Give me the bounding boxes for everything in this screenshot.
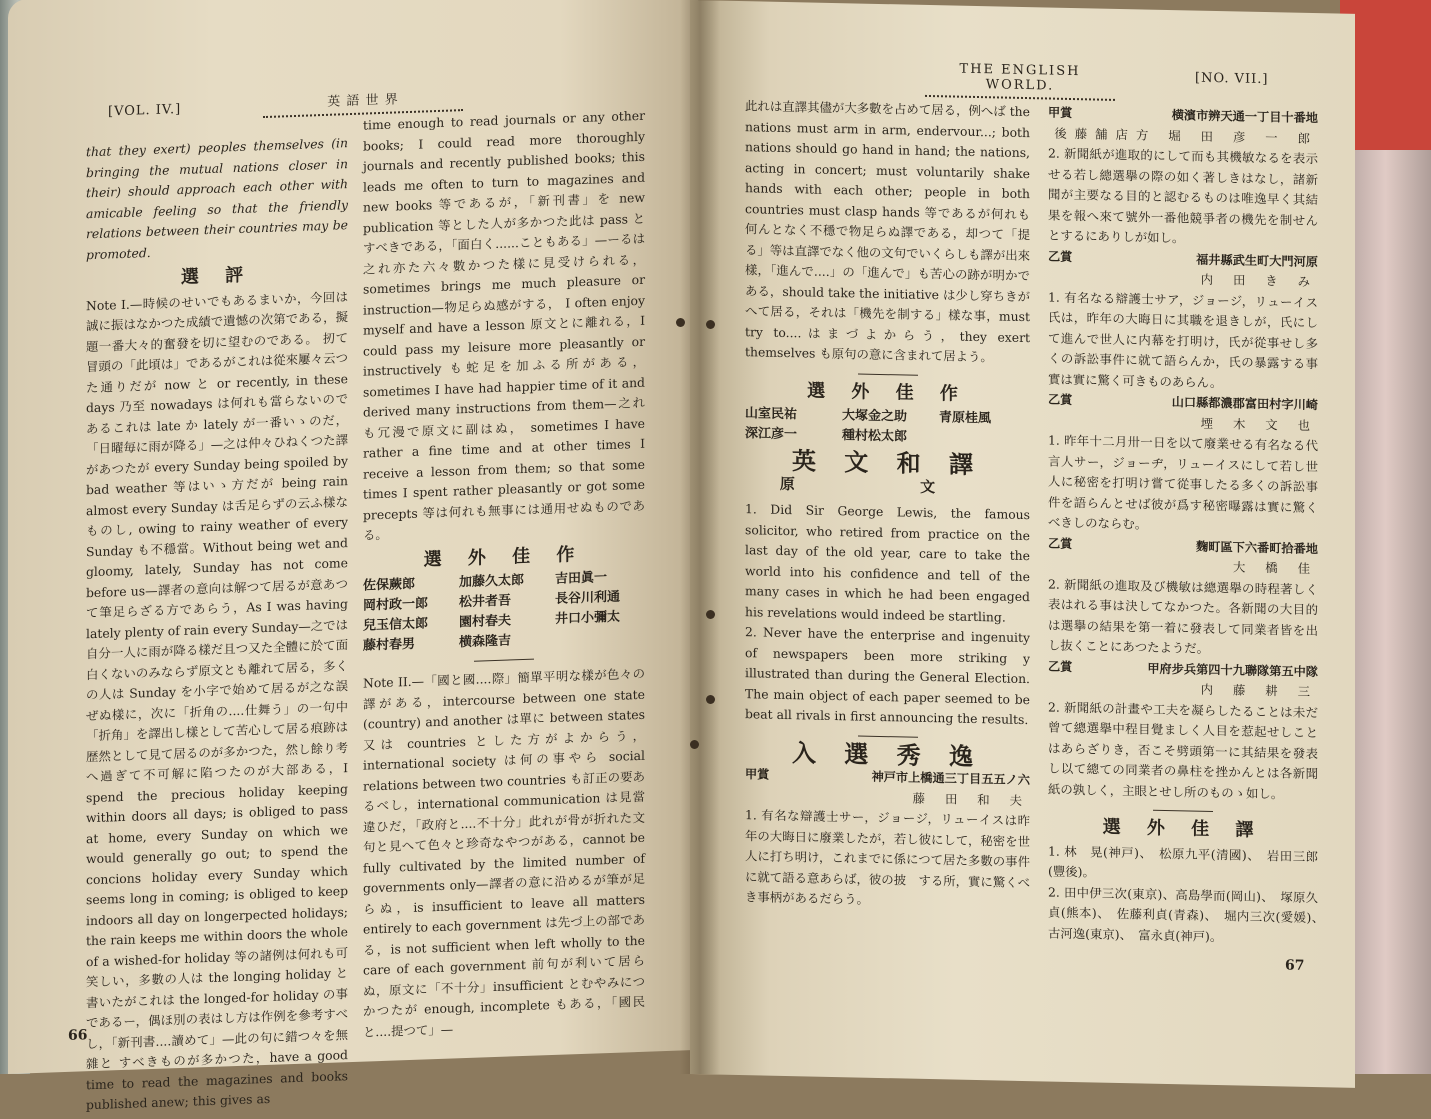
glass-edge-right [1355,150,1431,1074]
honourable-name: 横森隆吉 [459,633,512,651]
honourable-name: 山室民祐 [745,406,798,423]
right-page [690,0,1355,1088]
prize-text: 2. 新聞紙の計畫や工夫を凝らしたることは未だ曾て總選擧中程目覺ましく人目を惹起せしことはあらざりき，否こそ劈頭第一に其結果を發表し以て總ての同業者の鼻柱を挫かんとは各新聞紙の孰しく，主眼とせし所のものゝ如し。 [1048,698,1318,801]
honourable-name: 園村春夫 [459,613,512,631]
running-title-right: THE ENGLISH WORLD. [925,61,1115,101]
translation-heading: 英 文 和 譯 [791,446,984,480]
honourable-name: 岡村政一郎 [363,596,429,614]
left-column-2 [363,106,645,1043]
prize-name: 後藤舗店方 堀 田 彦 一 郎 [1054,125,1318,146]
right-column-2 [1048,102,1331,949]
intro-text: that they exert) peoples themselves (in bringing the mutual nations closer in their) should approach each other with amicable feeling so that the friendly relations between their countries may be promoted. [86,135,348,262]
original-subheading: 原 文 [779,474,996,497]
prize-name: 堙 木 文 也 [1200,415,1318,433]
prize-label: 乙賞 [1048,535,1073,551]
binding-hole [690,740,699,749]
prize-entry [1048,533,1318,662]
prize-address: 麴町區下六番町拾番地 [1196,539,1318,556]
honourable-name: 青原桂風 [939,410,992,427]
prize-entry [1048,102,1318,251]
honourable-names [363,567,645,657]
binding-hole [676,318,685,327]
original-2: 2. Never have the enterprise and ingenuity of newspapers been more striking y illustrated than during the General Election. The main object of each paper seemed to be beat all rivals in first announcing the results. [745,624,1030,728]
prize-name: 大 橋 佳 [1232,559,1318,577]
original-1: 1. Did Sir George Lewis, the famous solicitor, who retired from practice on the last day of the old year, care to take the world into his confidence and tell of the many cases in which he had been engaged his revelations would indeed be startling. [745,501,1030,625]
binding-hole [706,320,715,329]
honourable-name: 藤村春男 [363,636,416,654]
divider [1153,810,1213,812]
binding-hole [706,610,715,619]
honourable-trans-heading: 選 外 佳 譯 [1102,816,1264,842]
honourable-trans-1: 1. 林 晃(神戸)、 松原九平(清國)、 岩田三郎(豐後)。 [1048,842,1318,880]
book-gutter [680,0,720,1074]
prize-entry [1048,656,1318,805]
prize-label: 甲賞 [1048,105,1073,121]
honourable-name: 松井者吾 [459,593,512,611]
divider [474,659,534,662]
prize-entry [1048,389,1318,538]
binding-hole [706,695,715,704]
selected-heading: 入 選 秀 逸 [791,737,984,771]
page-number-left: 66 [68,1027,88,1044]
note-2: Note II.—「國と國....際」簡單平明な樣が色々の譯がある，intercourse between one state (country) and another は單に between states 又は countries とした方がよからう，international society は何の事やら social relations between two countries も訂正の要あるべし，international communication は見當違ひだ，「政府と....不十分」此れが骨が折れた文句と見へて色々と珍奇なやつがある，cannot be fully cultivated by the limited number of governments only—譯者の意に沿めるが筆が足らぬ，is insufficient to leave all matters entirely to each government は先づ上の部である，is not sufficient when left wholly to the care of each government 前句が利いて居らぬ，原文に「不十分」insufficient とむやみにつかつたが enough, incomplete もある，「國民と....提つて」— [363,665,645,1040]
prize-name: 内 田 き み [1200,271,1318,290]
honourable-name: 種村松太郎 [842,428,908,445]
honourable-heading-right: 選 外 佳 作 [807,379,968,405]
honourable-name: 深江彦一 [745,426,798,443]
running-vol: [VOL. IV.] [108,101,182,120]
prize-label: 乙賞 [1048,248,1073,264]
prize-address: 福井縣武生町大門河原 [1196,252,1318,269]
note-1: Note I.—時候のせいでもあるまいか，今回は誠に振はなかつた成績で遺憾の次第である，擬題一番大々的奮發を切に望むのである。 扨て冒頭の「此頃は」であるがこれは從來屢々云つた通りだが now と or recently, in these days 乃至 nowadays は何れも當らないのであるこれは late か lately が一番いゝのだ，「日曜毎に雨が降る」—之は仲々ひねくつた譯があつたが every Sunday being spoiled by bad weather 等はいゝ方だが being rain almost every Sunday は舌足らずの云ふ樣なものし, owing to rainy weather of every Sunday も不穩當。Without being wet and gloomy, lately, Sunday has not come before us—譯者の意向は解つて居るが意あつて筆足らざる方であらう，As I was having lately plenty of rain every Sunday—之では自分一人に雨が降る樣だ且つ又た全體に於て面白くないのみならず原文とも離れて居る，多くの人は Sunday を小字で始めて居るが之な誤ぜぬ樣に，次に「折角の....仕舞う」の一句中「折角」を譯出し樣として苦心して居る痕跡は歴然として見て居るのが多かつた，然し餘り考へ過ぎて不可解に陷つたのが大部ある，I spend the precious holiday keeping within doors all days; is obliged to pass at home, every Sunday on which we would generally go out; to spend the concions holiday every Sunday which seems long in coming; is obliged to keep indoors all day on longerpected holidays; the rain keeps me within doors the whole of a wished-for holiday 等の諸例は何れも可笑しい，多數の人は the longing holiday と書いたがこれは the longed-for holiday の事であるー，偶ほ別の表はし方は作例を參考すべし，「新刊書....讀めて」—此の句に錯つ々を無雜と すべきものが多かつた，have a good time to read the magazines and books published anew; this gives as [86,288,348,1113]
prize-name: 藤 田 和 夫 [912,790,1030,808]
prize-address: 山口縣都濃郡富田村字川崎 [1171,395,1318,413]
prize-entry [1048,246,1318,395]
honourable-names-right [745,404,1030,450]
review-heading: 選 評 [180,264,254,288]
right-col1-text: 此れは直譯其儘が大多數を占めて居る，例へば the nations must arm in arm, endervour...; both nations should go hand in hand; the nations, acting in concert; must voluntarily shake hands with each other; people in both countries must clasp hands 等であるが何れも何んとなく不穩で物足らぬ譯である，却つて「提る」等は直譯でなく他の文句でいくらしも譯が出來樣，「進んで....」の「進んで」も苦心の跡が明かである，should take the initiative は少し穿ちきがへて居る，それは「機先を制する」樣な事，must try to....はまづよからう，they exert themselves も原句の意に含まれて居よう。 [745,98,1030,365]
prize-label: 乙賞 [1048,392,1073,408]
divider [858,373,918,375]
prize-address: 甲府步兵第四十九聯隊第五中隊 [1147,661,1318,679]
page-number-right: 67 [1285,957,1305,974]
honourable-name: 吉田眞一 [555,570,608,587]
prize-text: 1. 有名なる辯護士サア，ジョージ，リューイス氏は，昨年の大晦日に其職を退きしが，氏にして進んで世人に内幕を打明け，氏が從事せし多くの訴訟事件に就て語らんか，氏の暴露する事實は實に驚く可きものあらん。 [1048,288,1318,390]
prize-text: 1. 昨年十二月卅一日を以て廢業せる有名なる代言人サー，ジョーヂ，リューイスにして若し世人に秘密を打明け嘗て從事したる多くの訴訟事件を語らんとせば彼が爲す秘密曝露は實に驚くべきしのならむ。 [1048,432,1318,532]
honourable-name: 佐保蕨郎 [363,576,416,594]
running-title: 英 語 世 界 [263,86,463,118]
honourable-name: 井口小彌太 [555,609,621,627]
prize-address: 横濱市辨天通一丁目十番地 [1171,108,1318,126]
honourable-name: 加藤久太郎 [459,572,525,591]
prize-label: 乙賞 [1048,658,1073,674]
honourable-name: 長谷川利通 [555,589,621,607]
prize-label: 甲賞 [745,767,770,782]
honourable-name: 兒玉信太郎 [363,616,429,634]
prize-text: 2. 新聞紙の進取及び機敏は總選擧の時程著しく表はれる事は決してなかつた。各新聞の大目的は選擧の結果を第一着に發表して同業者皆を出し抜くことにあつたようだ。 [1048,575,1318,656]
left-page [8,0,698,1113]
left-column-1 [86,133,348,1116]
prize-name: 内 藤 耕 三 [1200,681,1318,700]
running-no: [NO. VII.] [1195,70,1269,88]
right-column-1 [745,96,1030,913]
divider [858,735,918,737]
prize-text: 2. 新聞紙が進取的にして而も其機敏なるを表示せる若し總選擧の際の如く著しきはなし，諸新聞が主要なる目的と認むるものは唯逸早く其結果を報へ來て號外一番他競爭者の機先を制せんとするにありしが如し。 [1048,145,1318,246]
prize-address: 神戸市上橋通三丁目五五ノ六 [871,769,1030,788]
honourable-trans-2: 2. 田中伊三次(東京)、高島學而(岡山)、 塚原久貞(熊本)、 佐藤利貞(青森)、 堀内三次(愛媛)、 古河逸(東京)、 富永貞(神戸)。 [1048,883,1331,944]
prize-text: 1. 有名な辯護士サー，ジョージ，リューイスは昨年の大晦日に廢業したが，若し彼にして，秘密を世人に打ち明け，これまでに係につて居た多數の事件に就て語る意あらば，彼の披 する所，實に驚くべき事柄があるだらう。 [745,807,1030,907]
honourable-heading: 選 外 佳 作 [423,543,585,570]
column-2-text: time enough to read journals or any other books; I could read more thoroughly journals and recently published books; this leads me often to turn to magazines and new books 等であるが，「新刊書」を new publication 等とした人が多かつた此は pass とすべきである，「面白く......こともある」—ーるは之れ亦た六々數かつた樣に見受けられる，sometimes brings me much pleasure or instruction—物足らぬ感がする， I often enjoy myself and have a lesson 原文とに離れる，I could pass my leisure more pleasantly or instructively も蛇足を加ふる所がある，sometimes I have had happier time of it and derived many instructions from them—之れも冗漫で原文に副はぬ， sometimes I have rather a fine time and at other times I receive a lesson from them; so that some times I spent rather pleasantly or got some precepts 等は何れも無事には通用せぬものである。 [363,107,645,543]
honourable-name: 大塚金之助 [842,408,908,425]
